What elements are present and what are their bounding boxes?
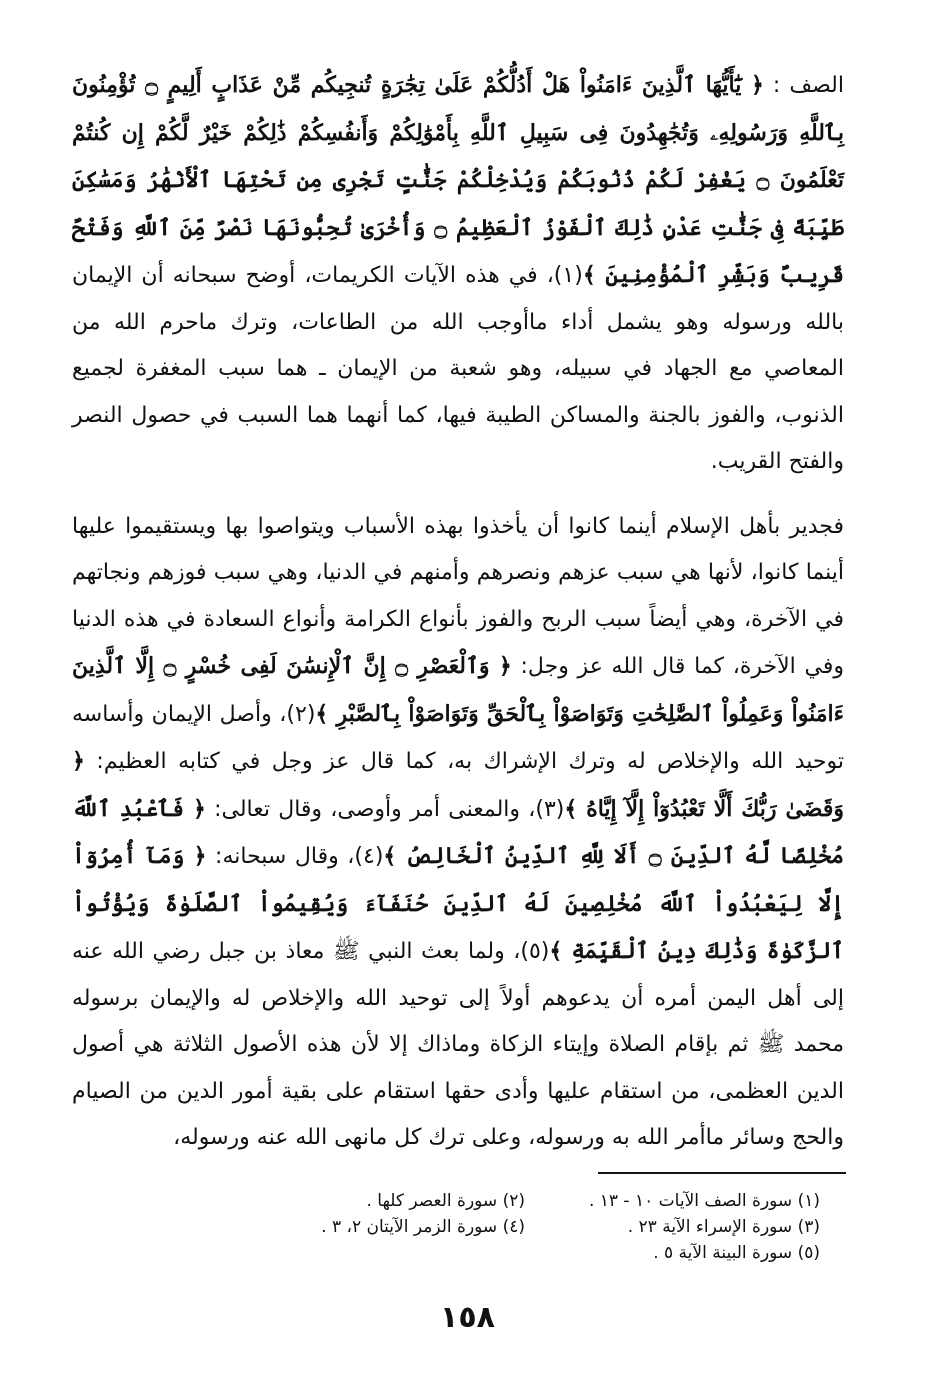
text-run: (٤)، وقال سبحانه:: [206, 844, 384, 869]
footnotes: [230, 1188, 820, 1266]
body-text: [72, 62, 844, 1162]
text-run: (٣)، والمعنى أمر وأوصى، وقال تعالى:: [205, 796, 565, 822]
paragraph-gap: [72, 486, 844, 504]
quran-verse: ﴿ فَٱعْبُدِ ٱللَّهَ مُخْلِصًا لَّهُ ٱلدِّينَ ۝ أَلَا لِلَّهِ ٱلدِّينُ ٱلْخَالِصُ ﴾: [72, 795, 844, 869]
text-run: (٢)، وأصل الإيمان وأساسه توحيد الله والإخلاص له وترك الإشراك به، كما قال عز وجل في كتابه العظيم:: [72, 701, 844, 774]
footnote-row: [230, 1240, 820, 1266]
text-run: الصف :: [763, 73, 844, 98]
text-run: (٥)، ولما بعث النبي ﷺ معاذ بن جبل رضي الله عنه إلى أهل اليمن أمره أن يدعوهم أولاً إلى توحيد الله والإخلاص له والإيمان برسوله محمد ﷺ ثم بإقام الصلاة وإيتاء الزكاة وماذاك إلا لأن هذه الأصول الثلاثة هي أصول الدين العظمى، من استقام عليها وأدى حقها استقام على بقية أمور الدين من الصيام والحج وسائر ماأمر الله به ورسوله، وعلى ترك كل مانهى الله عنه ورسوله،: [72, 939, 844, 1150]
footnote: (٢) سورة العصر كلها .: [366, 1191, 525, 1211]
quran-verse: ﴿ وَمَآ أُمِرُوٓاْ إِلَّا لِيَعْبُدُواْ ٱللَّهَ مُخْلِصِينَ لَهُ ٱلدِّينَ حُنَفَآءَ وَيُقِيمُواْ ٱلصَّلَوٰةَ وَيُؤْتُواْ ٱلزَّكَوٰةَ وَذَٰلِكَ دِينُ ٱلْقَيِّمَةِ ﴾: [72, 843, 844, 964]
page-number: ١٥٨: [440, 1300, 495, 1335]
footnote-divider: [598, 1172, 846, 1174]
quran-verse: ﴿ يَٰٓأَيُّهَا ٱلَّذِينَ ءَامَنُواْ هَلْ أَدُلُّكُمْ عَلَىٰ تِجَٰرَةٍ تُنجِيكُم مِّنْ عَذَابٍ أَلِيمٍ ۝ تُؤْمِنُونَ بِٱللَّهِ وَرَسُولِهِۦ وَتُجَٰهِدُونَ فِى سَبِيلِ ٱللَّهِ بِأَمْوَٰلِكُمْ وَأَنفُسِكُمْ ذَٰلِكُمْ خَيْرٌ لَّكُمْ إِن كُنتُمْ تَعْلَمُونَ ۝ يَغْفِرْ لَكُمْ ذُنُوبَكُمْ وَيُدْخِلْكُمْ جَنَّٰتٍ تَجْرِى مِن تَحْتِهَا ٱلْأَنْهَٰرُ وَمَسَٰكِنَ طَيِّبَةً فِى جَنَّٰتِ عَدْنٍ ذَٰلِكَ ٱلْفَوْزُ ٱلْعَظِيمُ ۝ وَأُخْرَىٰ تُحِبُّونَهَا نَصْرٌ مِّنَ ٱللَّهِ وَفَتْحٌ قَرِيبٌ وَبَشِّرِ ٱلْمُؤْمِنِينَ ﴾: [72, 72, 845, 288]
paragraph: [72, 62, 844, 486]
footnote-row: [230, 1214, 820, 1240]
quran-verse: ﴿ وَٱلْعَصْرِ ۝ إِنَّ ٱلْإِنسَٰنَ لَفِى خُسْرٍ ۝ إِلَّا ٱلَّذِينَ ءَامَنُواْ وَعَمِلُواْ ٱلصَّٰلِحَٰتِ وَتَوَاصَوْاْ بِٱلْحَقِّ وَتَوَاصَوْاْ بِٱلصَّبْرِ ﴾: [72, 653, 844, 727]
footnote: (٤) سورة الزمر الآيتان ٢، ٣ .: [321, 1217, 525, 1237]
quran-verse: ﴿ وَقَضَىٰ رَبُّكَ أَلَّا تَعْبُدُوٓاْ إِلَّآ إِيَّاهُ ﴾: [72, 748, 845, 822]
footnote: (٥) سورة البينة الآية ٥ .: [653, 1243, 820, 1263]
footnote-row: [230, 1188, 820, 1214]
footnote: (١) سورة الصف الآيات ١٠ - ١٣ .: [588, 1191, 820, 1211]
text-run: (١)، في هذه الآيات الكريمات، أوضح سبحانه أن الإيمان بالله ورسوله وهو يشمل أداء ماأوجب الله من الطاعات، وترك ماحرم الله من المعاصي مع الجهاد في سبيله، وهو شعبة من الإيمان ـ هما سبب المغفرة لجميع الذنوب، والفوز بالجنة والمساكن الطيبة فيها، كما أنهما هما السبب في حصول النصر والفتح القريب.: [72, 263, 844, 474]
text-run: فجدير بأهل الإسلام أينما كانوا أن يأخذوا بهذه الأسباب ويتواصوا بها ويستقيموا عليها أينما كانوا، لأنها هي سبب عزهم ونصرهم وأمنهم في الدنيا، وهي سبب فوزهم ونجاتهم في الآخرة، وهي أيضاً سبب الربح والفوز بأنواع الكرامة وأنواع السعادة في هذه الدنيا وفي الآخرة، كما قال الله عز وجل:: [72, 513, 844, 679]
footnote: (٣) سورة الإسراء الآية ٢٣ .: [627, 1217, 820, 1237]
paragraph: [72, 504, 844, 1162]
